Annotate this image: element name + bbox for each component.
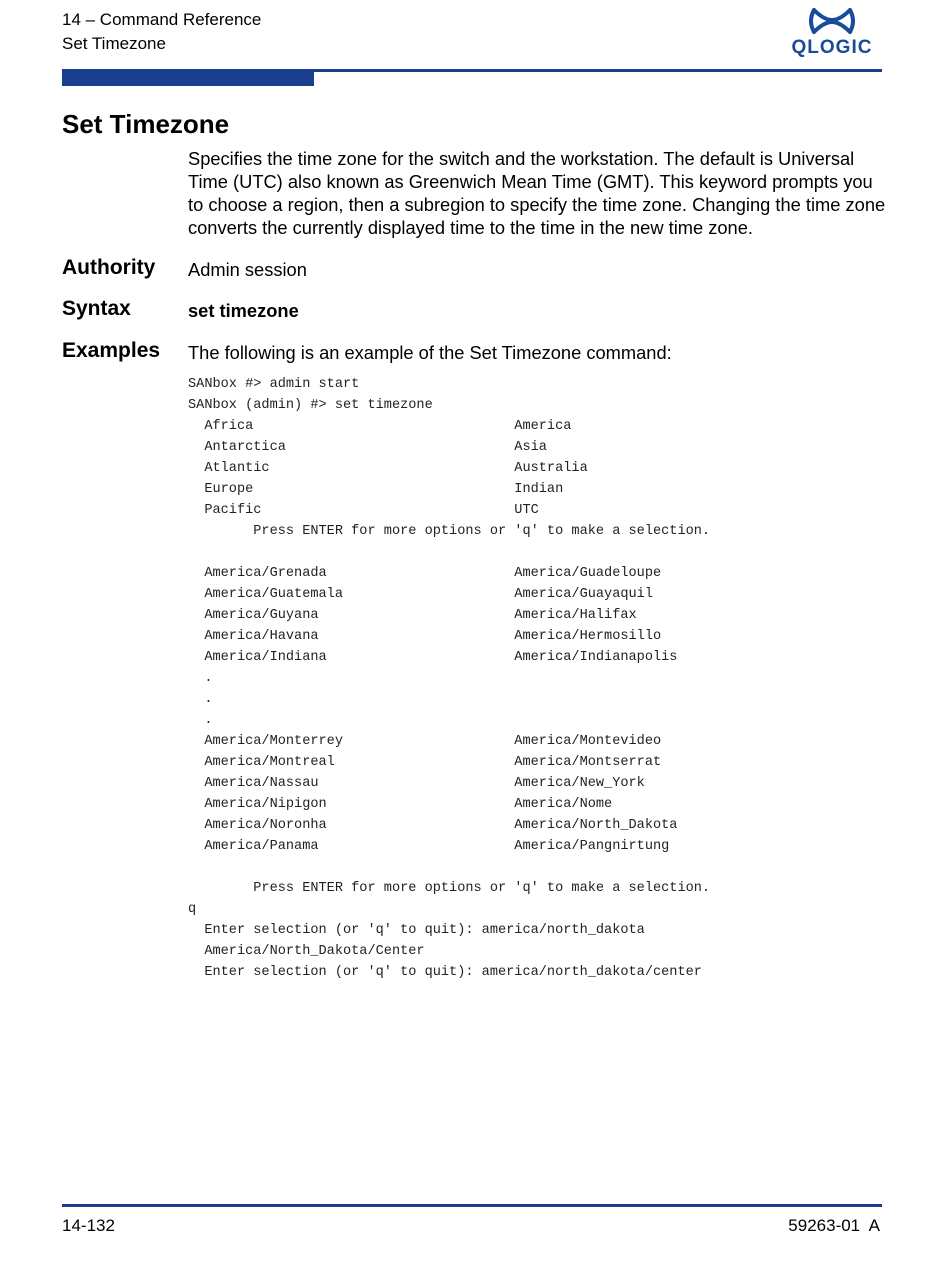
header-chapter: 14 – Command Reference	[62, 10, 262, 29]
description: Specifies the time zone for the switch and the workstation. The default is Universal Time (UTC) also known as Greenwich Mean Time (GMT). This keyword prompts you to choose a region, then a subregion to specify the time zone. Changing the time zone converts the currently displayed time to the time in the new time zone.	[188, 148, 886, 238]
code-line: America/Guatemala America/Guayaquil	[188, 587, 653, 602]
qlogic-logo	[786, 6, 878, 60]
document-id: 59263-01 A	[788, 1216, 880, 1235]
code-line: Press ENTER for more options or 'q' to make a selection.	[188, 881, 711, 896]
code-line: America/Nipigon America/Nome	[188, 797, 613, 812]
code-line: Europe Indian	[188, 482, 564, 497]
code-line: America/Montreal America/Montserrat	[188, 755, 662, 770]
page-title: Set Timezone	[62, 109, 230, 139]
code-line: Antarctica Asia	[188, 440, 547, 455]
code-line: .	[188, 713, 213, 728]
code-line: America/Guyana America/Halifax	[188, 608, 637, 623]
code-example	[188, 374, 710, 983]
code-line: America/Havana America/Hermosillo	[188, 629, 662, 644]
code-line: Africa America	[188, 419, 572, 434]
syntax-label: Syntax	[62, 297, 131, 320]
code-line: America/Panama America/Pangnirtung	[188, 839, 670, 854]
page-number: 14-132	[62, 1216, 115, 1235]
code-line: America/North_Dakota/Center	[188, 944, 425, 959]
code-line: America/Monterrey America/Montevideo	[188, 734, 662, 749]
examples-intro: The following is an example of the Set Timezone command:	[188, 342, 672, 363]
header-section: Set Timezone	[62, 34, 166, 53]
code-line: Enter selection (or 'q' to quit): america/north_dakota	[188, 923, 645, 938]
footer-rule	[62, 1204, 882, 1207]
examples-label: Examples	[62, 339, 161, 362]
code-line: q	[188, 902, 197, 917]
code-line: .	[188, 692, 213, 707]
syntax-value: set timezone	[188, 300, 299, 321]
authority-label: Authority	[62, 256, 156, 279]
code-line: Enter selection (or 'q' to quit): america/north_dakota/center	[188, 965, 702, 980]
authority-value: Admin session	[188, 259, 307, 280]
code-line: Pacific UTC	[188, 503, 539, 518]
code-line	[188, 542, 710, 563]
logo-wordmark: QLOGIC	[791, 37, 873, 58]
code-line: Press ENTER for more options or 'q' to make a selection.	[188, 524, 711, 539]
header-accent-block	[62, 72, 314, 86]
code-line	[188, 857, 710, 878]
code-line: America/Noronha America/North_Dakota	[188, 818, 678, 833]
code-line: Atlantic Australia	[188, 461, 588, 476]
qlogic-knot-icon	[786, 6, 878, 38]
code-line: SANbox (admin) #> set timezone	[188, 398, 433, 413]
code-line: SANbox #> admin start	[188, 377, 360, 392]
code-line: America/Nassau America/New_York	[188, 776, 645, 791]
code-line: America/Indiana America/Indianapolis	[188, 650, 678, 665]
code-line: .	[188, 671, 213, 686]
code-line: America/Grenada America/Guadeloupe	[188, 566, 662, 581]
